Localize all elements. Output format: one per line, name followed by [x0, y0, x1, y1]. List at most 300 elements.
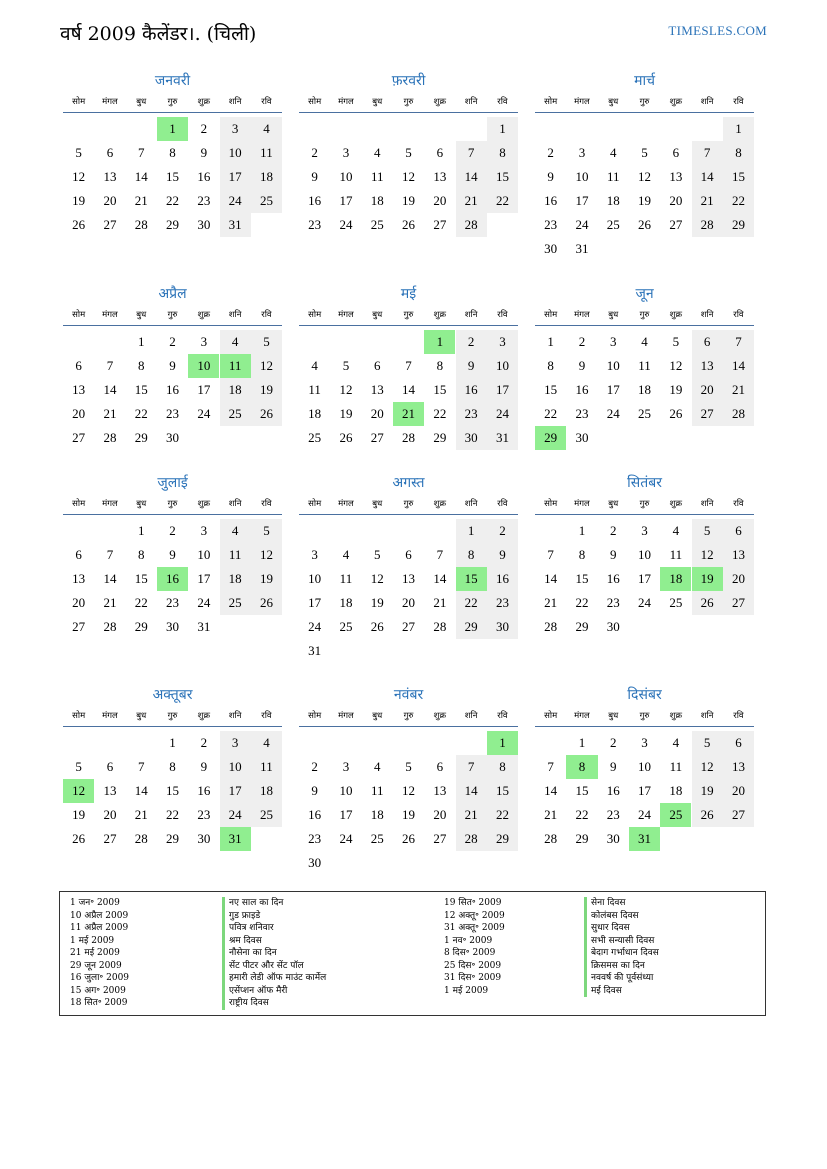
day-cell: 2 — [169, 334, 176, 349]
weekday-label: बुध — [136, 310, 147, 320]
day-cell: 28 — [723, 402, 754, 426]
day-cell: 24 — [220, 189, 251, 213]
weekday-label: गुरु — [403, 97, 414, 107]
weekday-label: शुक्र — [669, 310, 682, 320]
day-cell: 7 — [692, 141, 723, 165]
day-grid — [63, 515, 282, 663]
day-cell: 29 — [433, 430, 447, 445]
day-cell: 3 — [578, 145, 586, 160]
day-cell: 15 — [487, 165, 518, 189]
day-cell: 26 — [638, 217, 652, 232]
day-cell: 2 — [200, 735, 208, 750]
day-cell: 18 — [669, 783, 683, 798]
day-cell: 23 — [166, 595, 180, 610]
weekday-label: सोम — [308, 97, 322, 107]
weekday-label: शनि — [464, 310, 478, 320]
day-cell: 15 — [575, 571, 589, 586]
holiday-date: 1 मई 2009 — [444, 985, 489, 996]
holiday-name: सभी सन्यासी दिवस — [584, 935, 659, 948]
day-cell: 21 — [433, 595, 447, 610]
day-cell: 27 — [723, 591, 754, 615]
day-cell: 17 — [575, 193, 589, 208]
day-cell: 23 — [487, 591, 518, 615]
day-cell: 18 — [251, 779, 282, 803]
day-cell: 20 — [103, 807, 117, 822]
day-cell: 12 — [692, 543, 723, 567]
month-name: दिसंबर — [627, 687, 662, 703]
holiday-date: 31 अक्तू॰ 2009 — [444, 923, 505, 933]
day-grid — [535, 515, 754, 663]
day-cell: 11 — [220, 543, 251, 567]
weekday-label: सोम — [72, 97, 86, 107]
day-grid — [299, 113, 518, 261]
day-cell: 31 — [197, 619, 211, 634]
day-cell: 8 — [487, 755, 518, 779]
day-cell: 10 — [638, 759, 652, 774]
holiday-date: 29 जून 2009 — [70, 960, 122, 971]
day-cell: 13 — [723, 543, 754, 567]
day-cell: 3 — [342, 759, 350, 774]
day-cell: 17 — [339, 807, 353, 822]
day-grid — [299, 515, 518, 663]
holiday-date: 10 अप्रैल 2009 — [70, 910, 129, 921]
day-cell: 27 — [72, 430, 86, 445]
day-cell: 5 — [75, 145, 82, 160]
day-cell: 3 — [220, 117, 251, 141]
holiday-name: सेना दिवस — [584, 897, 659, 910]
day-cell: 13 — [433, 169, 447, 184]
holiday-date: 8 दिस॰ 2009 — [444, 948, 496, 958]
day-cell: 19 — [72, 807, 86, 822]
weekday-label: शनि — [228, 97, 242, 107]
weekday-label: मंगल — [338, 711, 354, 721]
day-cell: 9 — [200, 759, 208, 774]
day-cell: 14 — [456, 165, 487, 189]
day-cell: 7 — [547, 759, 554, 774]
weekday-label: शुक्र — [669, 499, 682, 509]
day-cell: 15 — [166, 783, 180, 798]
day-cell: 24 — [638, 595, 652, 610]
weekday-header — [535, 706, 754, 727]
day-cell: 28 — [103, 619, 117, 634]
day-cell: 18 — [220, 378, 251, 402]
day-cell: 31 — [487, 426, 518, 450]
day-cell: 6 — [723, 731, 754, 755]
day-cell: 19 — [669, 382, 683, 397]
day-cell: 19 — [251, 378, 282, 402]
day-cell: 2 — [456, 330, 487, 354]
holiday-date: 15 अग॰ 2009 — [70, 985, 126, 996]
day-cell: 7 — [723, 330, 754, 354]
weekday-label: मंगल — [102, 310, 118, 320]
weekday-label: बुध — [136, 97, 147, 107]
day-cell: 30 — [197, 831, 211, 846]
day-cell: 6 — [373, 358, 381, 373]
day-cell: 5 — [251, 519, 282, 543]
day-cell: 26 — [402, 217, 416, 232]
day-cell: 9 — [547, 169, 554, 184]
holiday-day-cell: 1 — [157, 117, 188, 141]
weekday-header — [535, 92, 754, 113]
day-cell: 8 — [487, 141, 518, 165]
day-cell: 29 — [487, 827, 518, 851]
weekday-label: रवि — [261, 310, 272, 320]
day-cell: 8 — [169, 145, 176, 160]
day-cell: 16 — [456, 378, 487, 402]
day-cell: 2 — [487, 519, 518, 543]
day-cell: 10 — [339, 783, 353, 798]
day-cell: 5 — [672, 334, 680, 349]
day-cell: 6 — [75, 547, 82, 562]
day-cell: 12 — [402, 169, 416, 184]
day-cell: 12 — [72, 169, 86, 184]
day-cell: 25 — [308, 430, 322, 445]
day-cell: 16 — [166, 382, 180, 397]
weekday-label: शनि — [228, 310, 242, 320]
holiday-name: क्रिसमस का दिन — [584, 960, 659, 973]
day-cell: 13 — [370, 382, 384, 397]
day-cell: 12 — [638, 169, 652, 184]
day-cell: 23 — [197, 807, 211, 822]
day-cell: 28 — [692, 213, 723, 237]
day-cell: 18 — [339, 595, 353, 610]
day-cell: 23 — [308, 217, 322, 232]
day-cell: 11 — [370, 783, 384, 798]
day-cell: 27 — [433, 831, 447, 846]
day-cell: 17 — [606, 382, 620, 397]
weekday-label: शनि — [700, 499, 714, 509]
month-block — [299, 70, 518, 261]
day-cell: 26 — [72, 831, 86, 846]
holiday-date: 21 मई 2009 — [70, 948, 120, 958]
weekday-label: शनि — [700, 711, 714, 721]
day-cell: 15 — [433, 382, 447, 397]
day-cell: 27 — [103, 831, 117, 846]
month-block — [299, 283, 518, 474]
holiday-name: कोलंबस दिवस — [584, 910, 659, 923]
day-cell: 17 — [487, 378, 518, 402]
day-cell: 25 — [220, 402, 251, 426]
day-cell: 29 — [575, 619, 589, 634]
day-cell: 21 — [456, 803, 487, 827]
day-cell: 22 — [433, 406, 447, 421]
day-cell: 12 — [251, 543, 282, 567]
day-cell: 16 — [308, 193, 322, 208]
month-name: अगस्त — [392, 475, 425, 491]
day-cell: 30 — [166, 619, 180, 634]
day-cell: 16 — [197, 783, 211, 798]
weekday-label: रवि — [733, 499, 744, 509]
day-cell: 22 — [487, 189, 518, 213]
weekday-label: गुरु — [639, 97, 650, 107]
weekday-label: शनि — [700, 97, 714, 107]
day-cell: 27 — [723, 803, 754, 827]
day-cell: 5 — [405, 759, 412, 774]
weekday-label: शुक्र — [433, 499, 446, 509]
day-cell: 31 — [220, 213, 251, 237]
day-cell: 2 — [311, 759, 318, 774]
day-cell: 29 — [134, 430, 148, 445]
weekday-label: गुरु — [639, 499, 650, 509]
day-cell: 28 — [402, 430, 416, 445]
day-cell: 30 — [197, 217, 211, 232]
day-cell: 15 — [544, 382, 558, 397]
day-cell: 6 — [436, 759, 444, 774]
day-cell: 11 — [606, 169, 620, 184]
day-cell: 23 — [456, 402, 487, 426]
day-cell: 1 — [456, 519, 487, 543]
holiday-date: 12 अक्तू॰ 2009 — [444, 910, 505, 921]
day-cell: 6 — [106, 145, 114, 160]
day-cell: 20 — [692, 378, 723, 402]
day-cell: 12 — [251, 354, 282, 378]
day-cell: 7 — [436, 547, 444, 562]
day-cell: 2 — [169, 523, 176, 538]
day-cell: 2 — [609, 735, 617, 750]
day-cell: 8 — [137, 547, 145, 562]
weekday-label: रवि — [733, 711, 744, 721]
day-cell: 31 — [308, 643, 322, 658]
weekday-label: बुध — [608, 97, 619, 107]
holiday-name: श्रम दिवस — [222, 935, 326, 948]
day-cell: 6 — [672, 145, 680, 160]
day-cell: 1 — [547, 334, 554, 349]
legend-left-dates — [70, 897, 129, 1010]
site-brand-link[interactable]: TIMESLES.COM — [668, 23, 767, 38]
day-cell: 28 — [456, 827, 487, 851]
month-block — [535, 472, 754, 663]
day-cell: 26 — [692, 803, 723, 827]
holiday-date: 31 दिस॰ 2009 — [444, 973, 502, 983]
day-cell: 21 — [103, 595, 117, 610]
weekday-label: सोम — [544, 499, 558, 509]
day-cell: 15 — [134, 571, 148, 586]
day-cell: 6 — [436, 145, 444, 160]
day-cell: 23 — [575, 406, 589, 421]
month-name: अक्तूबर — [152, 687, 193, 703]
weekday-header — [63, 494, 282, 515]
day-cell: 11 — [251, 141, 282, 165]
day-cell: 12 — [402, 783, 416, 798]
day-cell: 22 — [166, 193, 180, 208]
day-cell: 23 — [544, 217, 558, 232]
day-cell: 7 — [405, 358, 412, 373]
weekday-label: सोम — [72, 711, 86, 721]
day-cell: 26 — [669, 406, 683, 421]
day-cell: 5 — [75, 759, 82, 774]
day-cell: 8 — [578, 547, 586, 562]
day-cell: 30 — [487, 615, 518, 639]
month-name: जनवरी — [154, 73, 191, 89]
day-cell: 13 — [433, 783, 447, 798]
day-cell: 30 — [606, 619, 620, 634]
day-cell: 25 — [370, 217, 384, 232]
day-cell: 13 — [72, 382, 86, 397]
weekday-label: शुक्र — [433, 711, 446, 721]
holiday-date: 1 मई 2009 — [70, 935, 115, 946]
weekday-label: गुरु — [403, 499, 414, 509]
day-cell: 8 — [436, 358, 444, 373]
day-cell: 14 — [692, 165, 723, 189]
weekday-label: बुध — [608, 310, 619, 320]
day-cell: 2 — [547, 145, 554, 160]
day-cell: 24 — [606, 406, 620, 421]
month-block — [63, 70, 282, 261]
day-cell: 8 — [723, 141, 754, 165]
day-cell: 3 — [609, 334, 617, 349]
holiday-name: नववर्ष की पूर्वसंध्या — [584, 972, 659, 985]
month-block — [299, 684, 518, 875]
day-cell: 22 — [456, 591, 487, 615]
day-cell: 17 — [197, 382, 211, 397]
day-cell: 18 — [220, 567, 251, 591]
legend-right-dates — [444, 897, 505, 997]
holiday-name: राष्ट्रीय दिवस — [222, 997, 326, 1010]
day-cell: 7 — [137, 759, 145, 774]
day-cell: 23 — [606, 807, 620, 822]
day-cell: 14 — [134, 169, 148, 184]
weekday-label: मंगल — [102, 499, 118, 509]
day-cell: 23 — [197, 193, 211, 208]
day-cell: 24 — [197, 406, 211, 421]
day-cell: 4 — [342, 547, 350, 562]
weekday-label: मंगल — [338, 310, 354, 320]
day-cell: 30 — [575, 430, 589, 445]
day-cell: 20 — [72, 595, 86, 610]
weekday-label: रवि — [497, 711, 508, 721]
day-cell: 11 — [251, 755, 282, 779]
weekday-label: गुरु — [639, 310, 650, 320]
day-cell: 5 — [373, 547, 381, 562]
day-cell: 21 — [134, 193, 148, 208]
day-cell: 28 — [544, 831, 558, 846]
day-cell: 16 — [308, 807, 322, 822]
day-cell: 19 — [72, 193, 86, 208]
day-cell: 13 — [103, 169, 117, 184]
day-cell: 20 — [402, 595, 416, 610]
weekday-label: शनि — [464, 499, 478, 509]
day-cell: 23 — [166, 406, 180, 421]
holiday-day-cell: 18 — [660, 567, 691, 591]
weekday-label: मंगल — [574, 97, 590, 107]
day-cell: 4 — [641, 334, 648, 349]
weekday-label: शनि — [464, 711, 478, 721]
day-cell: 5 — [641, 145, 648, 160]
day-cell: 1 — [137, 523, 145, 538]
day-cell: 6 — [692, 330, 723, 354]
day-cell: 18 — [606, 193, 620, 208]
day-cell: 3 — [487, 330, 518, 354]
holiday-date: 16 जुला॰ 2009 — [70, 973, 130, 983]
day-cell: 25 — [339, 619, 353, 634]
day-cell: 5 — [692, 519, 723, 543]
day-cell: 3 — [220, 731, 251, 755]
weekday-label: गुरु — [167, 97, 178, 107]
day-cell: 20 — [669, 193, 683, 208]
holiday-name: पवित्र शनिवार — [222, 922, 326, 935]
day-cell: 11 — [669, 547, 683, 562]
day-cell: 21 — [134, 807, 148, 822]
day-cell: 11 — [638, 358, 651, 373]
day-cell: 28 — [456, 213, 487, 237]
day-cell: 14 — [456, 779, 487, 803]
day-cell: 4 — [373, 145, 381, 160]
day-cell: 22 — [134, 595, 148, 610]
day-cell: 16 — [544, 193, 558, 208]
day-cell: 28 — [134, 831, 148, 846]
weekday-label: सोम — [308, 499, 322, 509]
day-cell: 15 — [134, 382, 148, 397]
day-cell: 14 — [402, 382, 416, 397]
weekday-label: मंगल — [102, 97, 118, 107]
day-cell: 19 — [370, 595, 384, 610]
weekday-header — [63, 92, 282, 113]
holiday-date: 25 दिस॰ 2009 — [444, 960, 502, 971]
day-cell: 9 — [169, 358, 176, 373]
day-cell: 24 — [638, 807, 652, 822]
day-cell: 1 — [578, 735, 586, 750]
day-cell: 24 — [487, 402, 518, 426]
day-cell: 14 — [103, 382, 117, 397]
day-cell: 3 — [641, 523, 648, 538]
weekday-label: सोम — [72, 499, 86, 509]
day-cell: 13 — [692, 354, 723, 378]
month-name: नवंबर — [393, 687, 424, 703]
day-cell: 7 — [456, 141, 487, 165]
day-cell: 10 — [220, 755, 251, 779]
holiday-name: बेदाग गर्भाधान दिवस — [584, 947, 659, 960]
holiday-name: सेंट पीटर और सेंट पॉल — [222, 960, 326, 973]
day-cell: 10 — [638, 547, 652, 562]
day-grid — [63, 727, 282, 875]
month-block — [299, 472, 518, 663]
weekday-label: सोम — [308, 711, 322, 721]
weekday-label: गुरु — [403, 711, 414, 721]
day-cell: 27 — [692, 402, 723, 426]
weekday-label: मंगल — [574, 310, 590, 320]
day-cell: 26 — [692, 591, 723, 615]
day-cell: 22 — [723, 189, 754, 213]
day-cell: 4 — [251, 731, 282, 755]
holiday-day-cell: 31 — [629, 827, 660, 851]
day-cell: 19 — [692, 779, 723, 803]
day-cell: 13 — [402, 571, 416, 586]
weekday-label: मंगल — [574, 711, 590, 721]
day-cell: 21 — [456, 189, 487, 213]
day-cell: 30 — [606, 831, 620, 846]
day-cell: 4 — [373, 759, 381, 774]
month-name: मार्च — [634, 73, 655, 89]
day-cell: 21 — [723, 378, 754, 402]
day-cell: 5 — [692, 731, 723, 755]
day-cell: 25 — [606, 217, 620, 232]
day-cell: 15 — [575, 783, 589, 798]
weekday-label: रवि — [497, 310, 508, 320]
day-cell: 7 — [106, 547, 114, 562]
day-cell: 25 — [251, 189, 282, 213]
day-cell: 19 — [339, 406, 353, 421]
weekday-label: शनि — [700, 310, 714, 320]
day-cell: 20 — [103, 193, 117, 208]
day-cell: 9 — [311, 169, 318, 184]
day-cell: 8 — [169, 759, 176, 774]
day-cell: 4 — [672, 523, 680, 538]
weekday-label: गुरु — [167, 499, 178, 509]
day-cell: 30 — [166, 430, 180, 445]
day-cell: 18 — [638, 382, 652, 397]
day-cell: 13 — [103, 783, 117, 798]
day-cell: 27 — [103, 217, 117, 232]
